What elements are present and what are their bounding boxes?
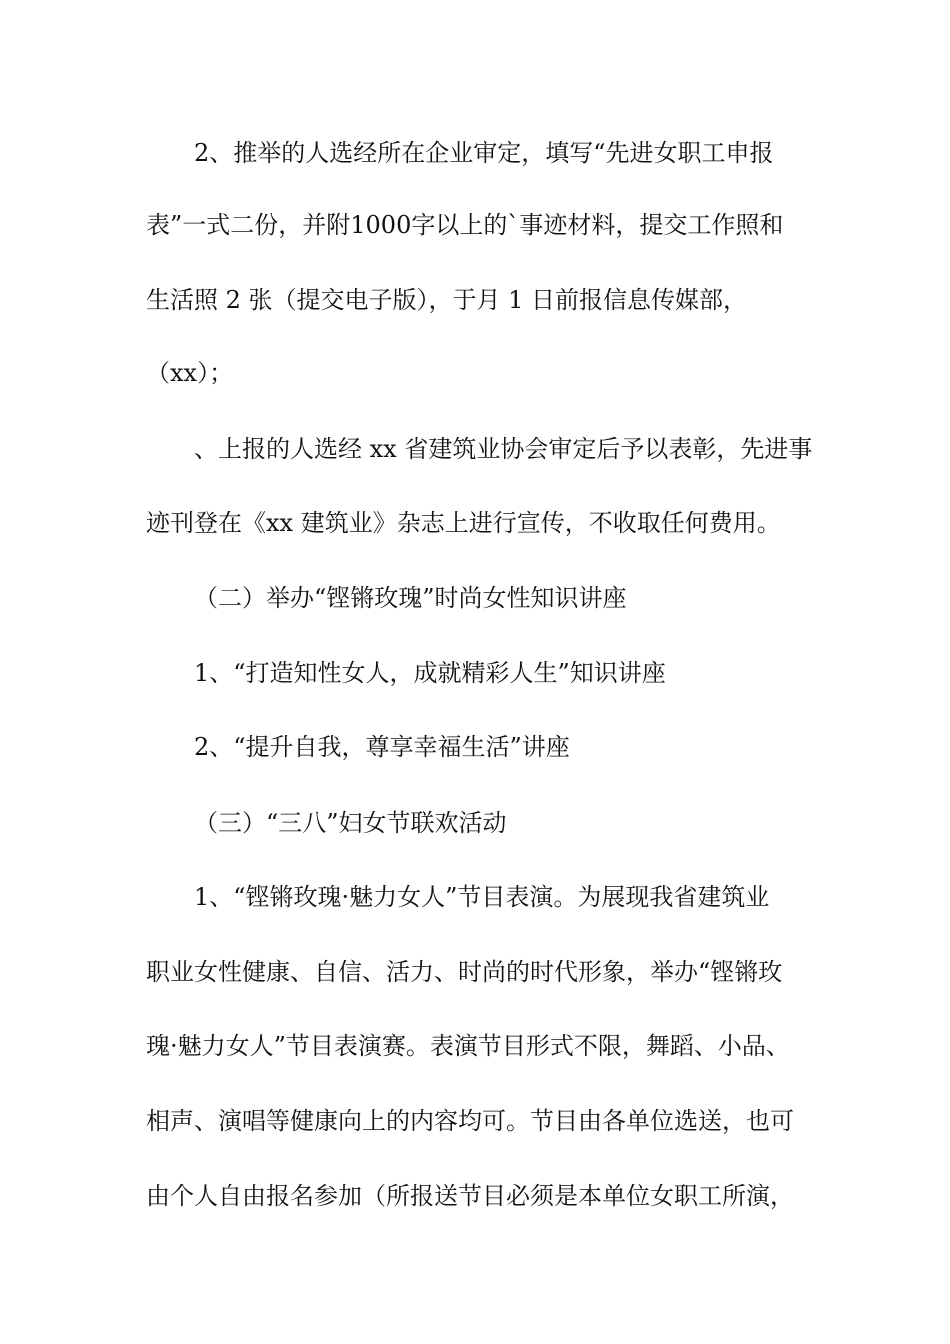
section-heading: （二）举办“铿锵玫瑰”时尚女性知识讲座 bbox=[194, 584, 627, 612]
paragraph-line: 由个人自由报名参加（所报送节目必须是本单位女职工所演， bbox=[146, 1182, 794, 1210]
paragraph-line: 、上报的人选经 xx 省建筑业协会审定后予以表彰，先进事 bbox=[194, 435, 813, 463]
paragraph-line: 相声、演唱等健康向上的内容均可。节目由各单位选送，也可 bbox=[146, 1107, 794, 1135]
paragraph-line: 瑰·魅力女人”节目表演赛。表演节目形式不限，舞蹈、小品、 bbox=[146, 1032, 790, 1060]
paragraph-line: 迹刊登在《xx 建筑业》杂志上进行宣传，不收取任何费用。 bbox=[146, 509, 781, 537]
paragraph-line: 生活照 2 张（提交电子版），于月 1 日前报信息传媒部， bbox=[146, 286, 748, 314]
paragraph-line: 职业女性健康、自信、活力、时尚的时代形象，举办“铿锵玫 bbox=[146, 958, 783, 986]
paragraph-line: 表”一式二份，并附1000字以上的`事迹材料，提交工作照和 bbox=[146, 211, 784, 239]
paragraph-line: 2、推举的人选经所在企业审定，填写“先进女职工申报 bbox=[194, 139, 774, 167]
section-heading: （三）“三八”妇女节联欢活动 bbox=[194, 809, 507, 837]
list-item: 2、“提升自我，尊享幸福生活”讲座 bbox=[194, 733, 570, 761]
paragraph-line: （xx）； bbox=[146, 359, 234, 387]
list-item: 1、“打造知性女人，成就精彩人生”知识讲座 bbox=[194, 659, 666, 687]
paragraph-line: 1、“铿锵玫瑰·魅力女人”节目表演。为展现我省建筑业 bbox=[194, 883, 770, 911]
